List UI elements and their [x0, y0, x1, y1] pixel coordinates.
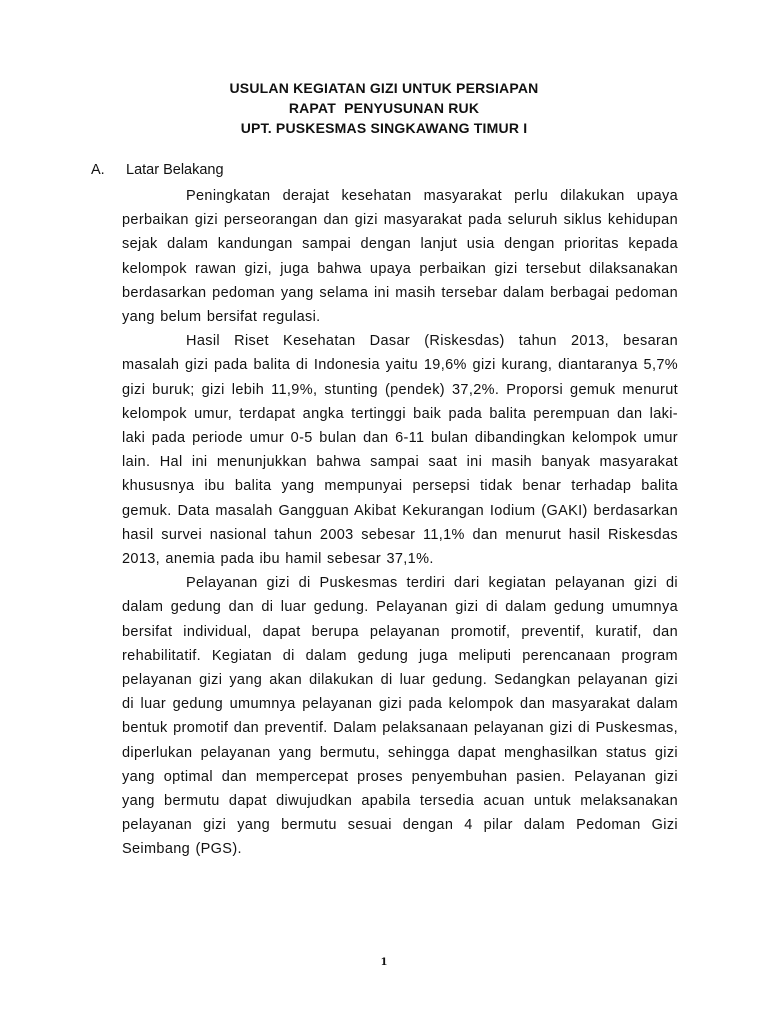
- section-title: Latar Belakang: [126, 162, 224, 178]
- paragraph-2: Hasil Riset Kesehatan Dasar (Riskesdas) tahun 2013, besaran masalah gizi pada balita di Indonesia yaitu 19,6% gizi kurang, diantaranya 5,7% gizi buruk; gizi lebih 11,9%, stunting (pendek) 37,2%. Proporsi gemuk menurut kelompok umur, terdapat angka tertinggi baik pada balita perempuan dan laki-laki pada periode umur 0-5 bulan dan 6-11 bulan dibandingkan kelompok umur lain. Hal ini menunjukkan bahwa sampai saat ini masih banyak masyarakat khususnya ibu balita yang mempunyai persepsi tidak benar terhadap balita gemuk. Data masalah Gangguan Akibat Kekurangan Iodium (GAKI) berdasarkan hasil survei nasional tahun 2003 sebesar 11,1% dan menurut hasil Riskesdas 2013, anemia pada ibu hamil sebesar 37,1%.: [122, 333, 678, 568]
- title-line-1: USULAN KEGIATAN GIZI UNTUK PERSIAPAN: [229, 80, 539, 96]
- section-body: [122, 184, 678, 862]
- section-heading: [91, 160, 224, 180]
- title-line-2: RAPAT PENYUSUNAN RUK: [288, 100, 480, 116]
- page-number: 1: [380, 957, 388, 968]
- paragraph-1: Peningkatan derajat kesehatan masyarakat perlu dilakukan upaya perbaikan gizi perseorangan dan gizi masyarakat pada seluruh siklus kehidupan sejak dalam kandungan sampai dengan lanjut usia dengan prioritas kepada kelompok rawan gizi, juga bahwa upaya perbaikan gizi tersebut dilaksanakan berdasarkan pedoman yang selama ini masih tersebar dalam berbagai pedoman yang belum bersifat regulasi.: [122, 188, 678, 326]
- title-line-3: UPT. PUSKESMAS SINGKAWANG TIMUR I: [240, 120, 528, 136]
- document-title: [0, 78, 768, 138]
- paragraph-3: Pelayanan gizi di Puskesmas terdiri dari kegiatan pelayanan gizi di dalam gedung dan di luar gedung. Pelayanan gizi di dalam gedung umumnya bersifat individual, dapat berupa pelayanan promotif, preventif, kuratif, dan rehabilitatif. Kegiatan di dalam gedung juga meliputi perencanaan program pelayanan gizi yang akan dilakukan di luar gedung. Sedangkan pelayanan gizi di luar gedung umumnya pelayanan gizi pada kelompok dan masyarakat dalam bentuk promotif dan preventif. Dalam pelaksanaan pelayanan gizi di Puskesmas, diperlukan pelayanan yang bermutu, sehingga dapat menghasilkan status gizi yang optimal dan mempercepat proses penyembuhan pasien. Pelayanan gizi yang bermutu dapat diwujudkan apabila tersedia acuan untuk melaksanakan pelayanan gizi yang bermutu sesuai dengan 4 pilar dalam Pedoman Gizi Seimbang (PGS).: [122, 575, 678, 858]
- section-letter: A.: [91, 162, 105, 178]
